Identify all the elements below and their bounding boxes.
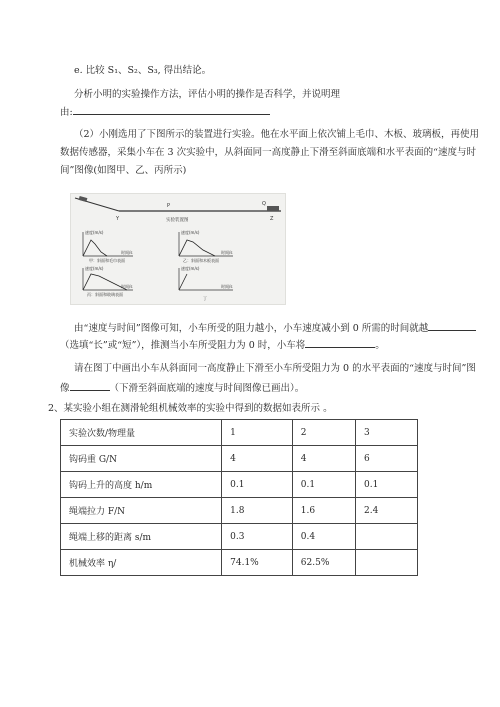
conclusion-line-start: 由“速度与时间”图像可知，小车所受的阻力越小，小车速度减小到 0 所需的时间就越 [74,323,429,334]
intro-line: 数据传感器，采集小车在 3 次实验中，从斜面同一高度静止下滑至斜面底端和水平表面的“速度与时 [60,147,476,158]
svg-text:甲：斜面和毛巾表面: 甲：斜面和毛巾表面 [89,258,125,263]
point-z-label: Z [270,216,274,222]
table-cell-empty[interactable] [356,550,418,576]
table-cell: 2.4 [356,498,418,524]
svg-text:速度(m/s): 速度(m/s) [181,266,200,271]
table-cell: 0.1 [222,472,293,498]
table-cell: 0.1 [356,472,418,498]
experiment-figure [70,193,286,305]
question-line-start: 由: [60,107,73,118]
question-line: 分析小明的实验操作方法，评估小明的操作是否科学，并说明理 [74,89,341,100]
svg-text:丙：斜面和玻璃表面: 丙：斜面和玻璃表面 [87,292,123,297]
table-cell: 1.6 [292,498,355,524]
conclusion-line [74,320,476,335]
table-cell: 62.5% [292,550,355,576]
table-cell: 实验次数/物理量 [61,420,222,446]
table-cell: 机械效率 η/ [61,550,222,576]
svg-text:速度(m/s): 速度(m/s) [181,230,200,235]
conclusion-line [60,337,385,352]
table-cell: 0.4 [292,524,355,550]
table-cell: 74.1% [222,550,293,576]
task-line: 请在图丁中画出小车从斜面同一高度静止下滑至小车所受阻力为 0 的水平表面的“速度与时间”图 [74,363,476,374]
table-cell: 绳端拉力 F/N [61,498,222,524]
svg-text:丁: 丁 [203,296,207,301]
svg-text:时间/s: 时间/s [121,284,133,289]
table-row [61,524,418,550]
table-cell: 1.8 [222,498,293,524]
task-line-end: （下滑至斜面底端的速度与时间图像已画出）。 [109,383,305,394]
conclusion-line-start: （选填“长”或“短”），推测当小车所受阻力为 0 时，小车将 [60,340,306,351]
step-e-text: e. 比较 S₁、S₂、S₃, 得出结论。 [74,65,212,76]
graph-d [179,265,233,301]
table-row [61,472,418,498]
task-line-start: 像 [60,383,70,394]
graph-c [83,265,133,297]
experiment-figure-drawing [71,194,285,304]
table-cell: 4 [292,446,355,472]
table-cell: 6 [356,446,418,472]
point-p-label: P [167,203,171,209]
intro-line: 间”图像(如图甲、乙、丙所示) [60,165,187,176]
table-cell: 绳端上移的距离 s/m [61,524,222,550]
svg-text:时间/s: 时间/s [221,284,233,289]
table-row [61,550,418,576]
conclusion-line-end: 。 [375,340,385,351]
table-cell: 4 [222,446,293,472]
svg-text:速度(m/s): 速度(m/s) [85,266,104,271]
cart-shape [79,196,88,202]
answer-blank[interactable] [428,320,476,331]
table-cell: 0.3 [222,524,293,550]
graph-a [83,229,133,263]
table-cell: 0.1 [292,472,355,498]
svg-text:时间/s: 时间/s [121,250,133,255]
figure-caption: 实验装置图 [166,218,189,223]
table-cell: 1 [222,420,293,446]
table-cell: 钩码上升的高度 h/m [61,472,222,498]
answer-blank[interactable] [70,380,110,391]
table-cell-empty[interactable] [356,524,418,550]
question-2-title: 2、某实验小组在测滑轮组机械效率的实验中得到的数据如表所示 。 [48,403,333,414]
point-y-label: Y [116,216,120,222]
svg-text:时间/s: 时间/s [221,250,233,255]
table-cell: 2 [292,420,355,446]
table-row [61,446,418,472]
point-q-label: Q [262,201,266,207]
intro-line: （2）小刚选用了下图所示的装置进行实验。他在水平面上依次铺上毛巾、木板、玻璃板，再使用 [74,129,480,140]
graph-b [179,229,233,263]
question-line [60,104,270,119]
answer-blank[interactable] [73,104,270,115]
answer-blank[interactable] [305,337,375,348]
task-line [60,380,304,395]
efficiency-table [60,419,418,576]
svg-text:乙：斜面和木板表面: 乙：斜面和木板表面 [183,258,219,263]
table-header-row [61,420,418,446]
table-cell: 钩码重 G/N [61,446,222,472]
table-cell: 3 [356,420,418,446]
end-block-shape [267,206,279,211]
table-row [61,498,418,524]
svg-text:速度(m/s): 速度(m/s) [85,230,104,235]
